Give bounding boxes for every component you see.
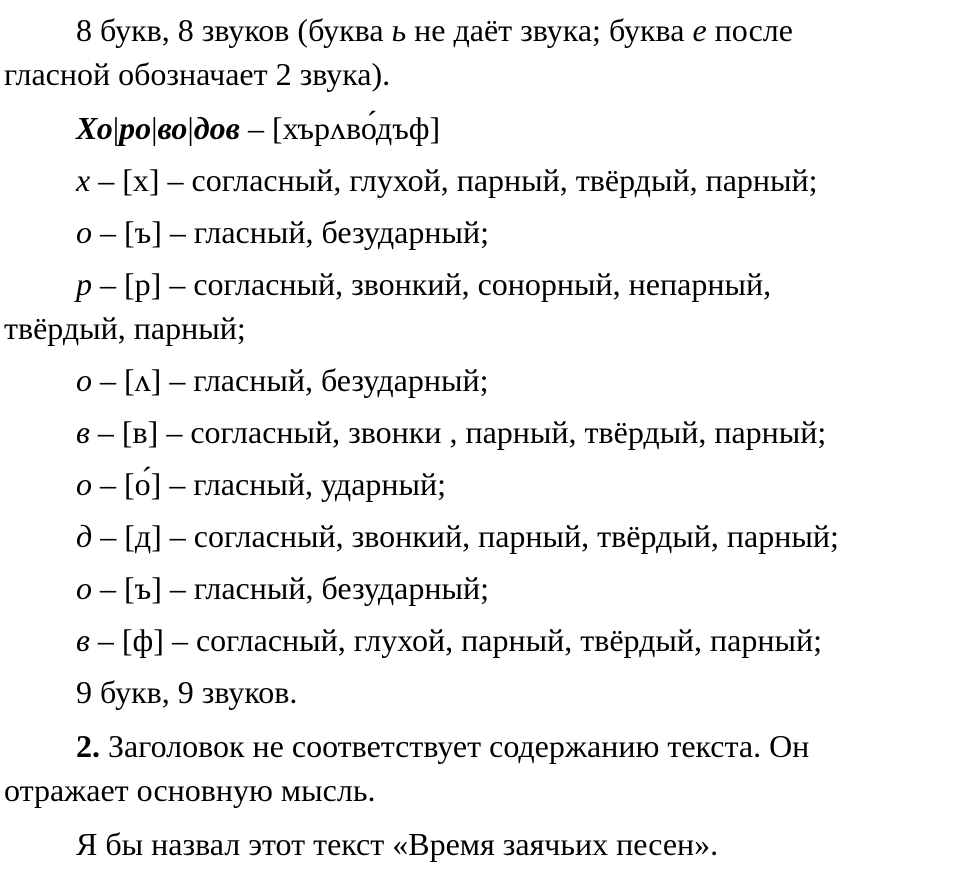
final-line: Я бы назвал этот текст «Время заячьих песен». [76, 826, 719, 862]
sound-description: – [о́] – гласный, ударный; [92, 466, 447, 502]
syllable-separator: | [151, 110, 158, 146]
sound-line-o3 [4, 462, 950, 506]
sound-line-v2 [4, 618, 950, 662]
sound-description: – [ф] – согласный, глухой, парный, твёрдый, парный; [89, 622, 822, 658]
syllable: Хо [76, 110, 113, 146]
sound-description: – [ʌ] – гласный, безударный; [92, 362, 489, 398]
syllable-separator: | [112, 110, 120, 146]
sound-letter: о [76, 362, 92, 398]
task-text: Заголовок не соответствует содержанию текста. Он [100, 728, 810, 764]
sound-description: – [х] – согласный, глухой, парный, твёрдый, парный; [90, 162, 818, 198]
task-2-line-cont: отражает основную мысль. [4, 772, 376, 808]
sound-line-v1 [4, 410, 950, 454]
sound-description: – [ъ] – гласный, безударный; [92, 570, 490, 606]
document-page [0, 8, 960, 896]
sound-line-r-cont: твёрдый, парный; [4, 310, 246, 346]
task-number: 2. [76, 728, 100, 764]
letters-count-line-cont: гласной обозначает 2 звука). [4, 56, 391, 92]
sound-description: – [ъ] – гласный, безударный; [92, 214, 490, 250]
italic-letter: ь [391, 12, 407, 48]
letters-count-line [4, 8, 950, 52]
sound-line-r [4, 262, 950, 306]
syllable: дов [193, 110, 240, 146]
sound-description: – [р] – согласный, звонкий, сонорный, непарный, [92, 266, 772, 302]
sound-letter: о [76, 466, 92, 502]
italic-letter: е [692, 12, 707, 48]
sound-description: – [д] – согласный, звонкий, парный, твёрдый, парный; [92, 518, 839, 554]
sound-letter: д [76, 518, 93, 554]
sound-description: – [в] – согласный, звонки , парный, твёрдый, парный; [89, 414, 827, 450]
sound-letter: в [76, 414, 90, 450]
sound-line-o4 [4, 566, 950, 610]
syllable: во [157, 110, 188, 146]
text-run: 8 букв, 8 звуков (буква [76, 12, 392, 48]
transcription: – [хърʌво́дъф] [239, 110, 441, 146]
text-run: не даёт звука; буква [406, 12, 693, 48]
sound-line-x [4, 158, 950, 202]
sound-letter: р [76, 266, 92, 302]
sound-letter: о [76, 570, 92, 606]
sound-line-o1 [4, 210, 950, 254]
sound-letter: в [76, 622, 90, 658]
sounds-count-line: 9 букв, 9 звуков. [76, 674, 298, 710]
word-transcription [4, 106, 950, 150]
text-run: после [706, 12, 793, 48]
syllable: ро [119, 110, 152, 146]
sound-line-d [4, 514, 950, 558]
sound-letter: х [76, 162, 91, 198]
sound-line-o2 [4, 358, 950, 402]
task-2-line [4, 724, 950, 768]
sound-letter: о [76, 214, 92, 250]
syllable-separator: | [187, 110, 194, 146]
